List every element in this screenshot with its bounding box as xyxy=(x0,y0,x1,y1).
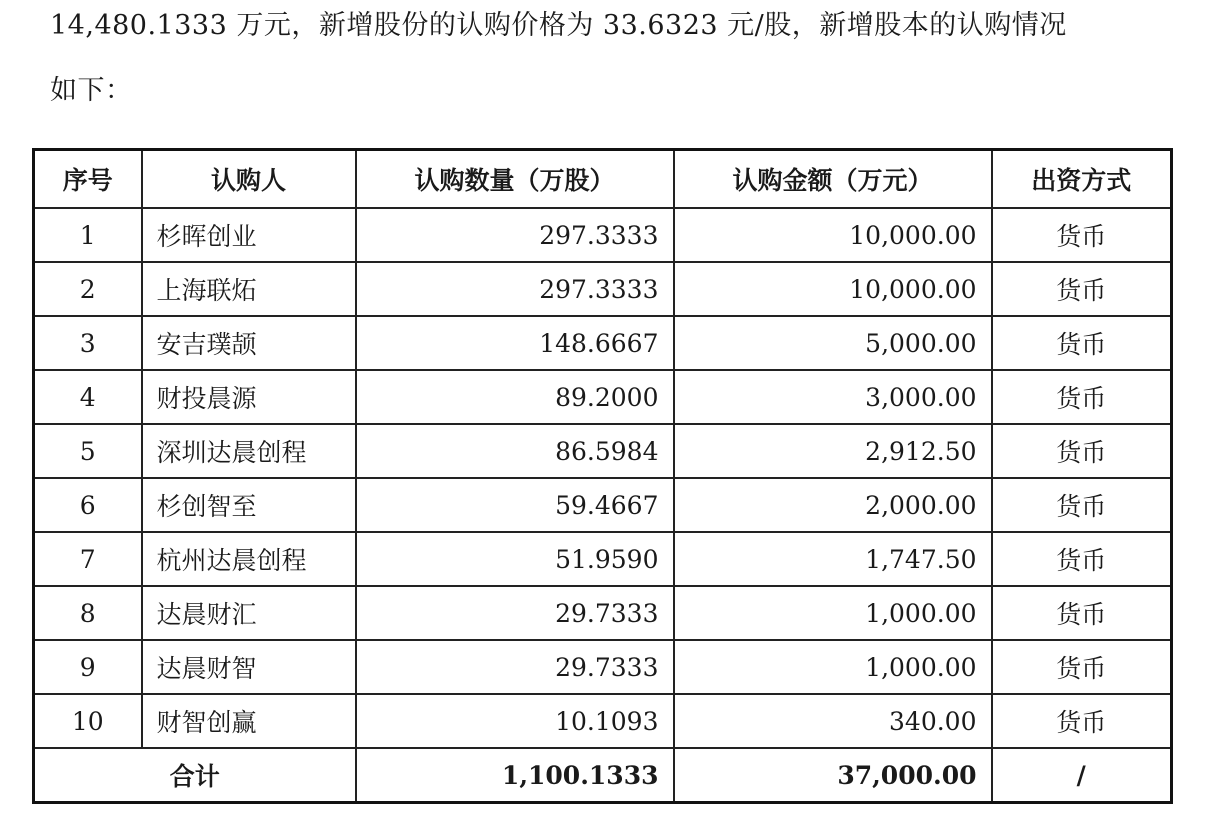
table-total-row xyxy=(34,748,1172,803)
intro-text-line-2: 如下： xyxy=(50,75,133,106)
table-header-row xyxy=(34,150,1172,209)
cell-serial-number: 8 xyxy=(34,586,142,640)
total-payment-method: / xyxy=(992,748,1172,803)
cell-subscribed-shares: 10.1093 xyxy=(356,694,674,748)
table-row xyxy=(34,262,1172,316)
cell-subscriber: 安吉璞颉 xyxy=(142,316,356,370)
cell-payment-method: 货币 xyxy=(992,640,1172,694)
table-row xyxy=(34,640,1172,694)
table-row xyxy=(34,532,1172,586)
cell-subscribed-shares: 89.2000 xyxy=(356,370,674,424)
cell-subscriber: 财智创赢 xyxy=(142,694,356,748)
total-shares: 1,100.1333 xyxy=(356,748,674,803)
cell-subscribed-shares: 59.4667 xyxy=(356,478,674,532)
total-amount: 37,000.00 xyxy=(674,748,992,803)
cell-subscribed-amount: 10,000.00 xyxy=(674,262,992,316)
cell-payment-method: 货币 xyxy=(992,208,1172,262)
cell-payment-method: 货币 xyxy=(992,424,1172,478)
cell-serial-number: 10 xyxy=(34,694,142,748)
cell-payment-method: 货币 xyxy=(992,316,1172,370)
cell-serial-number: 2 xyxy=(34,262,142,316)
cell-subscribed-shares: 148.6667 xyxy=(356,316,674,370)
cell-subscribed-shares: 29.7333 xyxy=(356,640,674,694)
cell-subscriber: 杉晖创业 xyxy=(142,208,356,262)
cell-subscriber: 杭州达晨创程 xyxy=(142,532,356,586)
cell-subscribed-amount: 2,912.50 xyxy=(674,424,992,478)
table-row xyxy=(34,316,1172,370)
header-payment-method: 出资方式 xyxy=(992,150,1172,209)
cell-subscribed-shares: 297.3333 xyxy=(356,262,674,316)
cell-subscribed-amount: 340.00 xyxy=(674,694,992,748)
header-subscribed-amount: 认购金额（万元） xyxy=(674,150,992,209)
cell-serial-number: 6 xyxy=(34,478,142,532)
cell-payment-method: 货币 xyxy=(992,586,1172,640)
cell-subscriber: 上海联炻 xyxy=(142,262,356,316)
cell-subscribed-amount: 3,000.00 xyxy=(674,370,992,424)
header-subscriber: 认购人 xyxy=(142,150,356,209)
cell-payment-method: 货币 xyxy=(992,532,1172,586)
total-label: 合计 xyxy=(34,748,356,803)
table-row xyxy=(34,694,1172,748)
cell-payment-method: 货币 xyxy=(992,262,1172,316)
cell-subscribed-amount: 1,747.50 xyxy=(674,532,992,586)
cell-subscribed-shares: 51.9590 xyxy=(356,532,674,586)
cell-subscribed-amount: 1,000.00 xyxy=(674,640,992,694)
cell-serial-number: 3 xyxy=(34,316,142,370)
cell-subscribed-shares: 86.5984 xyxy=(356,424,674,478)
header-subscribed-shares: 认购数量（万股） xyxy=(356,150,674,209)
header-serial-number: 序号 xyxy=(34,150,142,209)
cell-subscriber: 杉创智至 xyxy=(142,478,356,532)
cell-subscriber: 深圳达晨创程 xyxy=(142,424,356,478)
cell-subscribed-amount: 1,000.00 xyxy=(674,586,992,640)
cell-payment-method: 货币 xyxy=(992,694,1172,748)
cell-subscribed-shares: 297.3333 xyxy=(356,208,674,262)
cell-serial-number: 5 xyxy=(34,424,142,478)
cell-subscriber: 财投晨源 xyxy=(142,370,356,424)
cell-serial-number: 9 xyxy=(34,640,142,694)
cell-subscribed-amount: 2,000.00 xyxy=(674,478,992,532)
subscription-table xyxy=(32,148,1173,804)
cell-serial-number: 4 xyxy=(34,370,142,424)
cell-subscribed-amount: 10,000.00 xyxy=(674,208,992,262)
table-row xyxy=(34,586,1172,640)
cell-serial-number: 1 xyxy=(34,208,142,262)
cell-payment-method: 货币 xyxy=(992,370,1172,424)
table-row xyxy=(34,478,1172,532)
cell-subscriber: 达晨财汇 xyxy=(142,586,356,640)
cell-serial-number: 7 xyxy=(34,532,142,586)
cell-subscriber: 达晨财智 xyxy=(142,640,356,694)
cell-subscribed-amount: 5,000.00 xyxy=(674,316,992,370)
cell-payment-method: 货币 xyxy=(992,478,1172,532)
table-row xyxy=(34,208,1172,262)
intro-text-line-1: 14,480.1333 万元，新增股份的认购价格为 33.6323 元/股，新增股本的认购情况 xyxy=(50,10,1067,41)
table-row xyxy=(34,370,1172,424)
table-row xyxy=(34,424,1172,478)
cell-subscribed-shares: 29.7333 xyxy=(356,586,674,640)
